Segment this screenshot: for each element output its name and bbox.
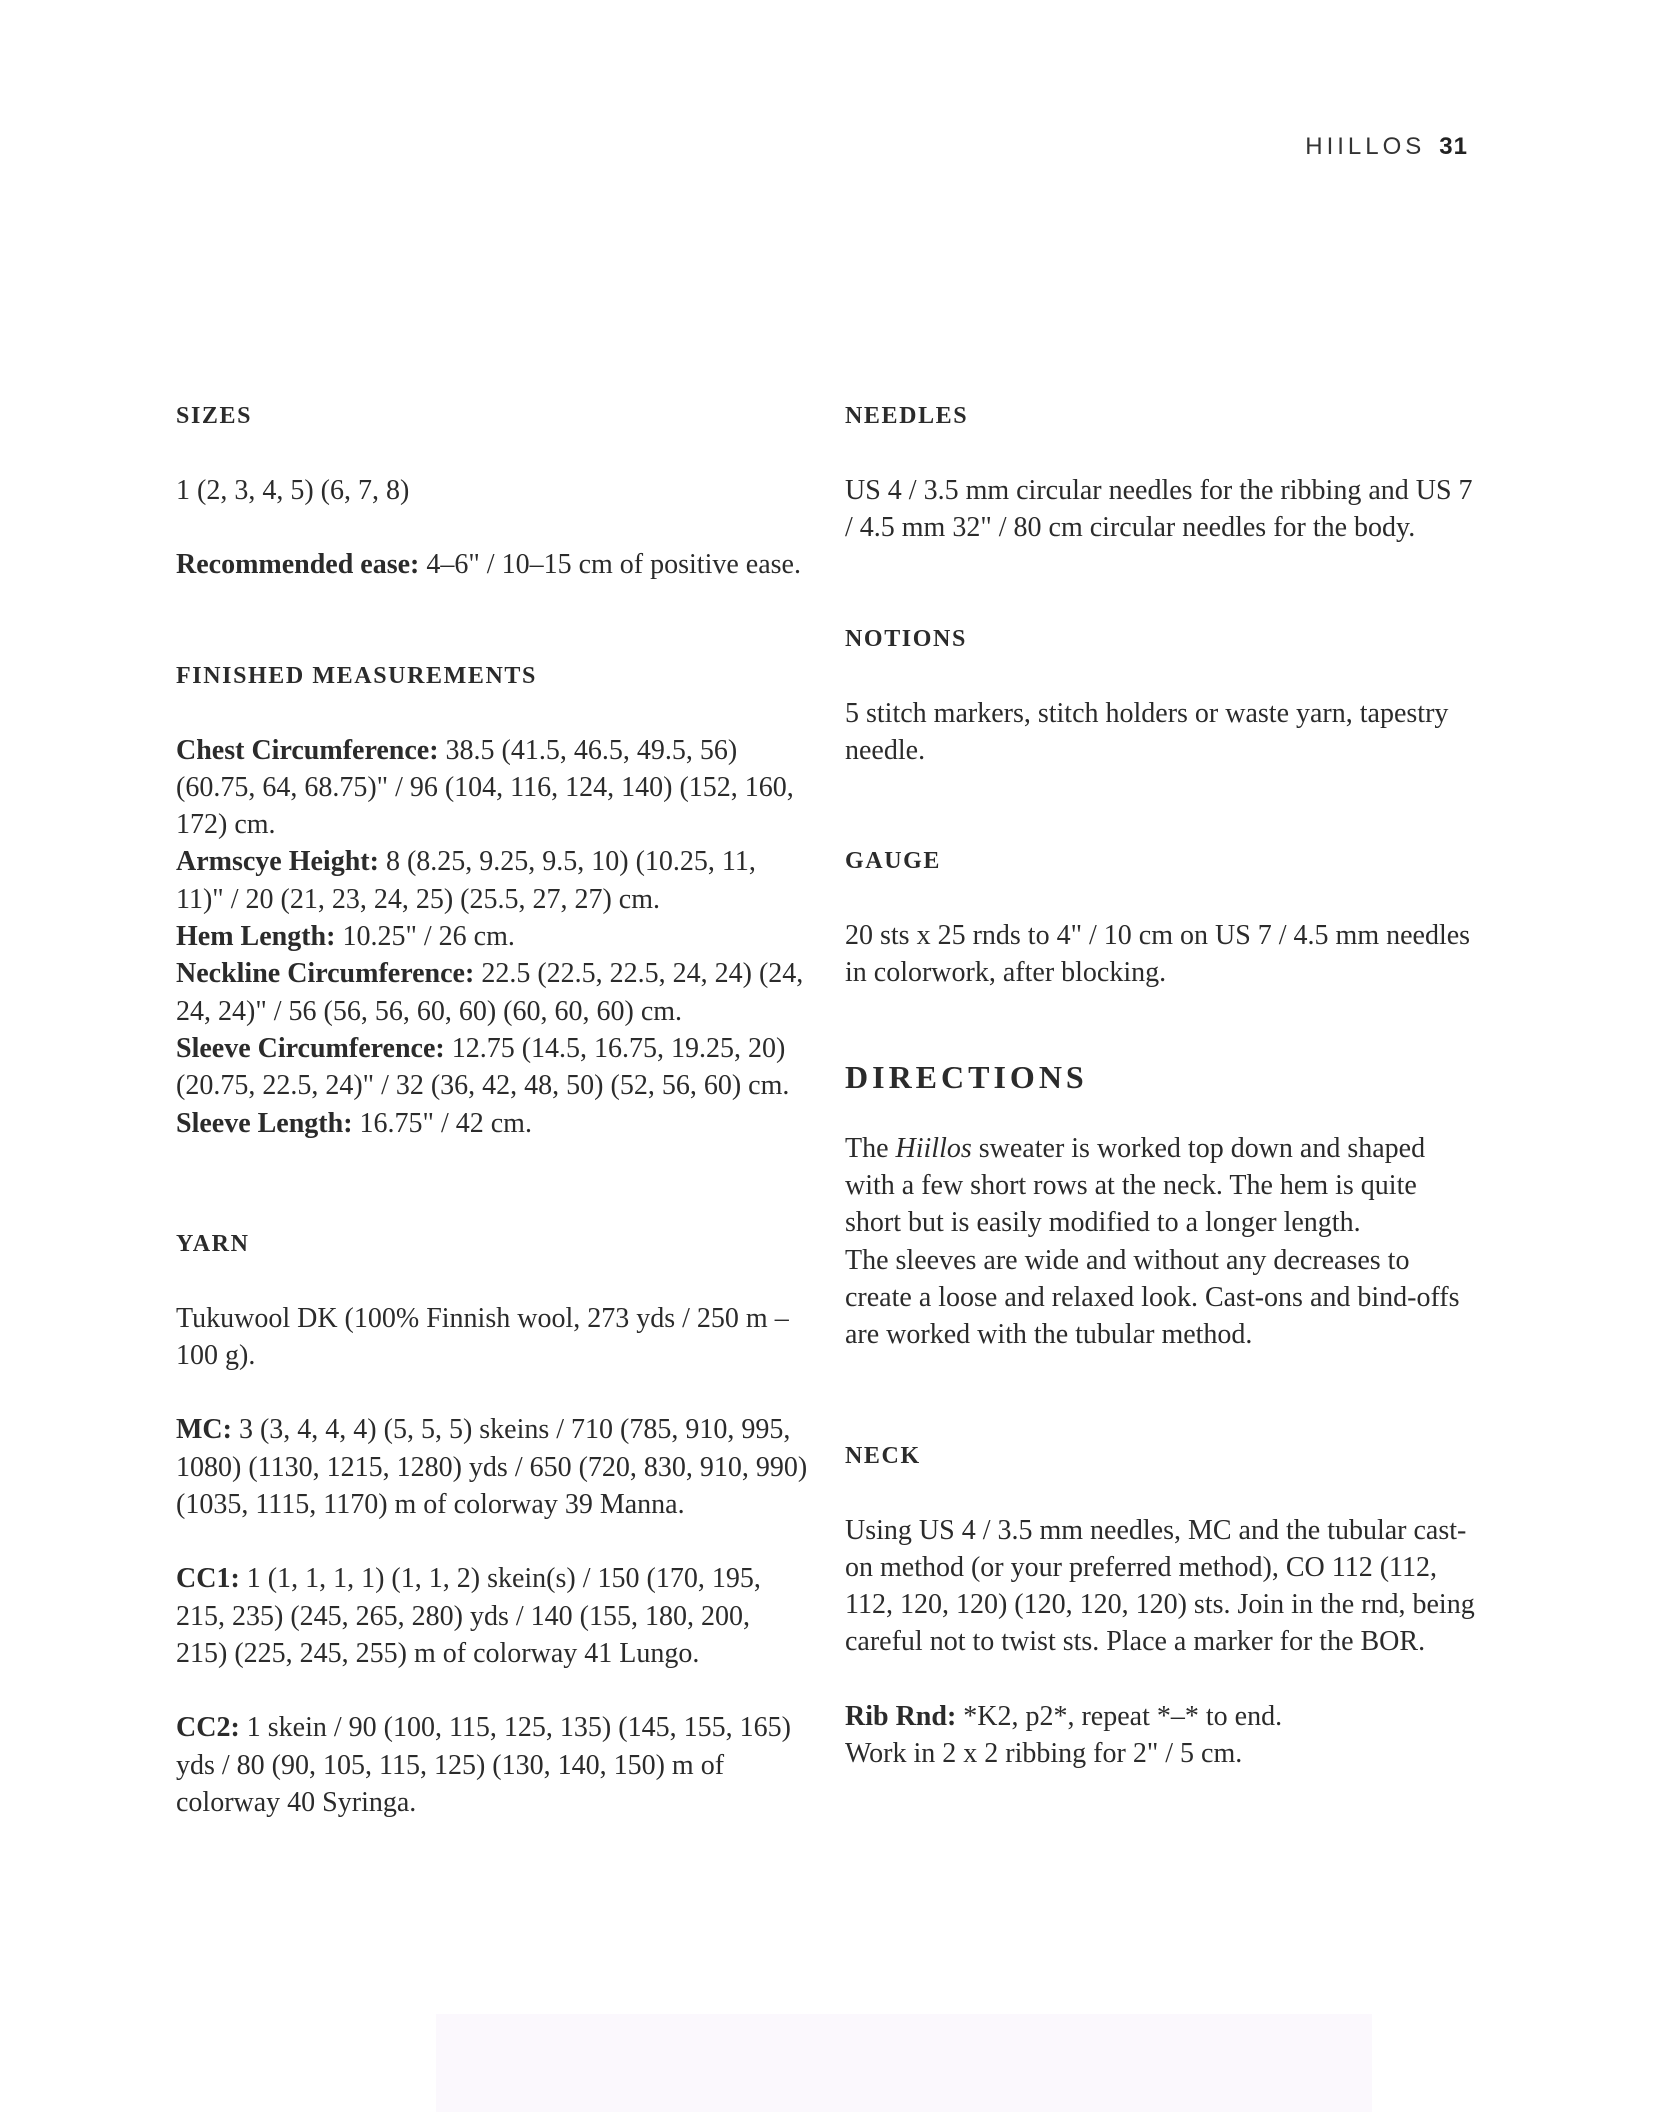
measurement-text: 16.75" / 42 cm. <box>352 1107 532 1139</box>
ease-label: Recommended ease: <box>176 549 420 581</box>
measurement-text: 38.5 (41.5, 46.5, 49.5, 56) (60.75, 64, 68.75)" / 96 (104, 116, 124, 140) (152, 160, 172) cm. <box>176 734 794 841</box>
measurement-text: 12.75 (14.5, 16.75, 19.25, 20) (20.75, 22.5, 24)" / 32 (36, 42, 48, 50) (52, 56, 60) cm. <box>176 1032 790 1102</box>
yarn-cc2 <box>176 1709 808 1821</box>
gauge-text: 20 sts x 25 rnds to 4" / 10 cm on US 7 / 4.5 mm needles in colorwork, after blocking. <box>845 920 1471 989</box>
measurement-text: 8 (8.25, 9.25, 9.5, 10) (10.25, 11, 11)" / 20 (21, 23, 24, 25) (25.5, 27, 27) cm. <box>176 846 756 915</box>
needles-heading: NEEDLES <box>845 403 969 429</box>
ease-text: 4–6" / 10–15 cm of positive ease. <box>419 549 801 581</box>
sizes-heading: SIZES <box>176 403 253 429</box>
left-column <box>176 398 808 1821</box>
measurement-text: 10.25" / 26 cm. <box>335 921 515 953</box>
rib-text: *K2, p2*, repeat *–* to end. <box>956 1700 1283 1732</box>
measurement-label: Sleeve Circumference: <box>176 1032 445 1064</box>
bottom-band <box>436 2014 1372 2112</box>
yarn-description: Tukuwool DK (100% Finnish wool, 273 yds / 250 m – 100 g). <box>176 1302 789 1372</box>
directions-heading: DIRECTIONS <box>845 1058 1088 1095</box>
running-head <box>1305 133 1468 161</box>
rib-label: Rib Rnd: <box>845 1700 957 1732</box>
needles-text: US 4 / 3.5 mm circular needles for the ribbing and US 7 / 4.5 mm 32" / 80 cm circular needles for the body. <box>845 475 1473 544</box>
yarn-cc1 <box>176 1560 808 1672</box>
measurement-text: 22.5 (22.5, 22.5, 24, 24) (24, 24, 24)" / 56 (56, 56, 60, 60) (60, 60, 60) cm. <box>176 958 804 1027</box>
measurement-label: Sleeve Length: <box>176 1107 353 1139</box>
measurement-label: Hem Length: <box>176 921 336 953</box>
sizes-values: 1 (2, 3, 4, 5) (6, 7, 8) <box>176 475 410 506</box>
measurement-item <box>176 1105 808 1142</box>
cc1-label: CC1: <box>176 1563 240 1595</box>
neck-text: Using US 4 / 3.5 mm needles, MC and the tubular cast-on method (or your preferred method), CO 112 (112, 112, 120, 120) (120, 120, 120) sts. Join in the rnd, being careful not to twist sts. Place a marker for the BOR. <box>845 1514 1475 1658</box>
mc-text: 3 (3, 4, 4, 4) (5, 5, 5) skeins / 710 (785, 910, 995, 1080) (1130, 1215, 1280) yds / 650 (720, 830, 910, 990) (1035, 1115, 1170) m of colorway 39 Manna. <box>176 1414 808 1521</box>
measurement-item <box>176 843 808 918</box>
yarn-mc <box>176 1411 808 1523</box>
measurement-item <box>176 918 808 955</box>
cc1-text: 1 (1, 1, 1, 1) (1, 1, 2) skein(s) / 150 (170, 195, 215, 235) (245, 265, 280) yds / 140 (155, 180, 200, 215) (225, 245, 255) m of colorway 41 Lungo. <box>176 1563 761 1669</box>
rib-round <box>845 1698 1477 1735</box>
rib-note: Work in 2 x 2 ribbing for 2" / 5 cm. <box>845 1738 1243 1770</box>
yarn-heading: YARN <box>176 1230 250 1257</box>
directions-intro <box>845 1130 1477 1242</box>
directions-intro-after: sweater is worked top down and shaped with a few short rows at the neck. The hem is quite short but is easily modified to a longer length. <box>845 1132 1426 1239</box>
measurements-list <box>176 732 808 1142</box>
measurement-item <box>176 955 808 1030</box>
measurement-item <box>176 1030 808 1105</box>
directions-intro-before: The <box>845 1132 896 1164</box>
mc-label: MC: <box>176 1414 232 1446</box>
cc2-label: CC2: <box>176 1712 240 1744</box>
running-title: HIILLOS <box>1305 133 1426 160</box>
finished-measurements-heading: FINISHED MEASUREMENTS <box>176 662 537 689</box>
measurement-item <box>176 732 808 844</box>
right-column <box>845 398 1477 1772</box>
directions-sleeves: The sleeves are wide and without any decreases to create a loose and relaxed look. Cast-ons and bind-offs are worked with the tubular method. <box>845 1244 1460 1351</box>
notions-text: 5 stitch markers, stitch holders or waste yarn, tapestry needle. <box>845 697 1449 766</box>
measurement-label: Chest Circumference: <box>176 734 439 766</box>
page-number: 31 <box>1439 133 1468 160</box>
measurement-label: Neckline Circumference: <box>176 958 475 990</box>
notions-heading: NOTIONS <box>845 625 967 652</box>
gauge-heading: GAUGE <box>845 848 942 875</box>
neck-heading: NECK <box>845 1442 921 1469</box>
cc2-text: 1 skein / 90 (100, 115, 125, 135) (145, 155, 165) yds / 80 (90, 105, 115, 125) (130, 140, 150) m of colorway 40 Syringa. <box>176 1712 791 1818</box>
pattern-name: Hiillos <box>895 1132 972 1164</box>
recommended-ease <box>176 546 808 583</box>
measurement-label: Armscye Height: <box>176 846 379 878</box>
